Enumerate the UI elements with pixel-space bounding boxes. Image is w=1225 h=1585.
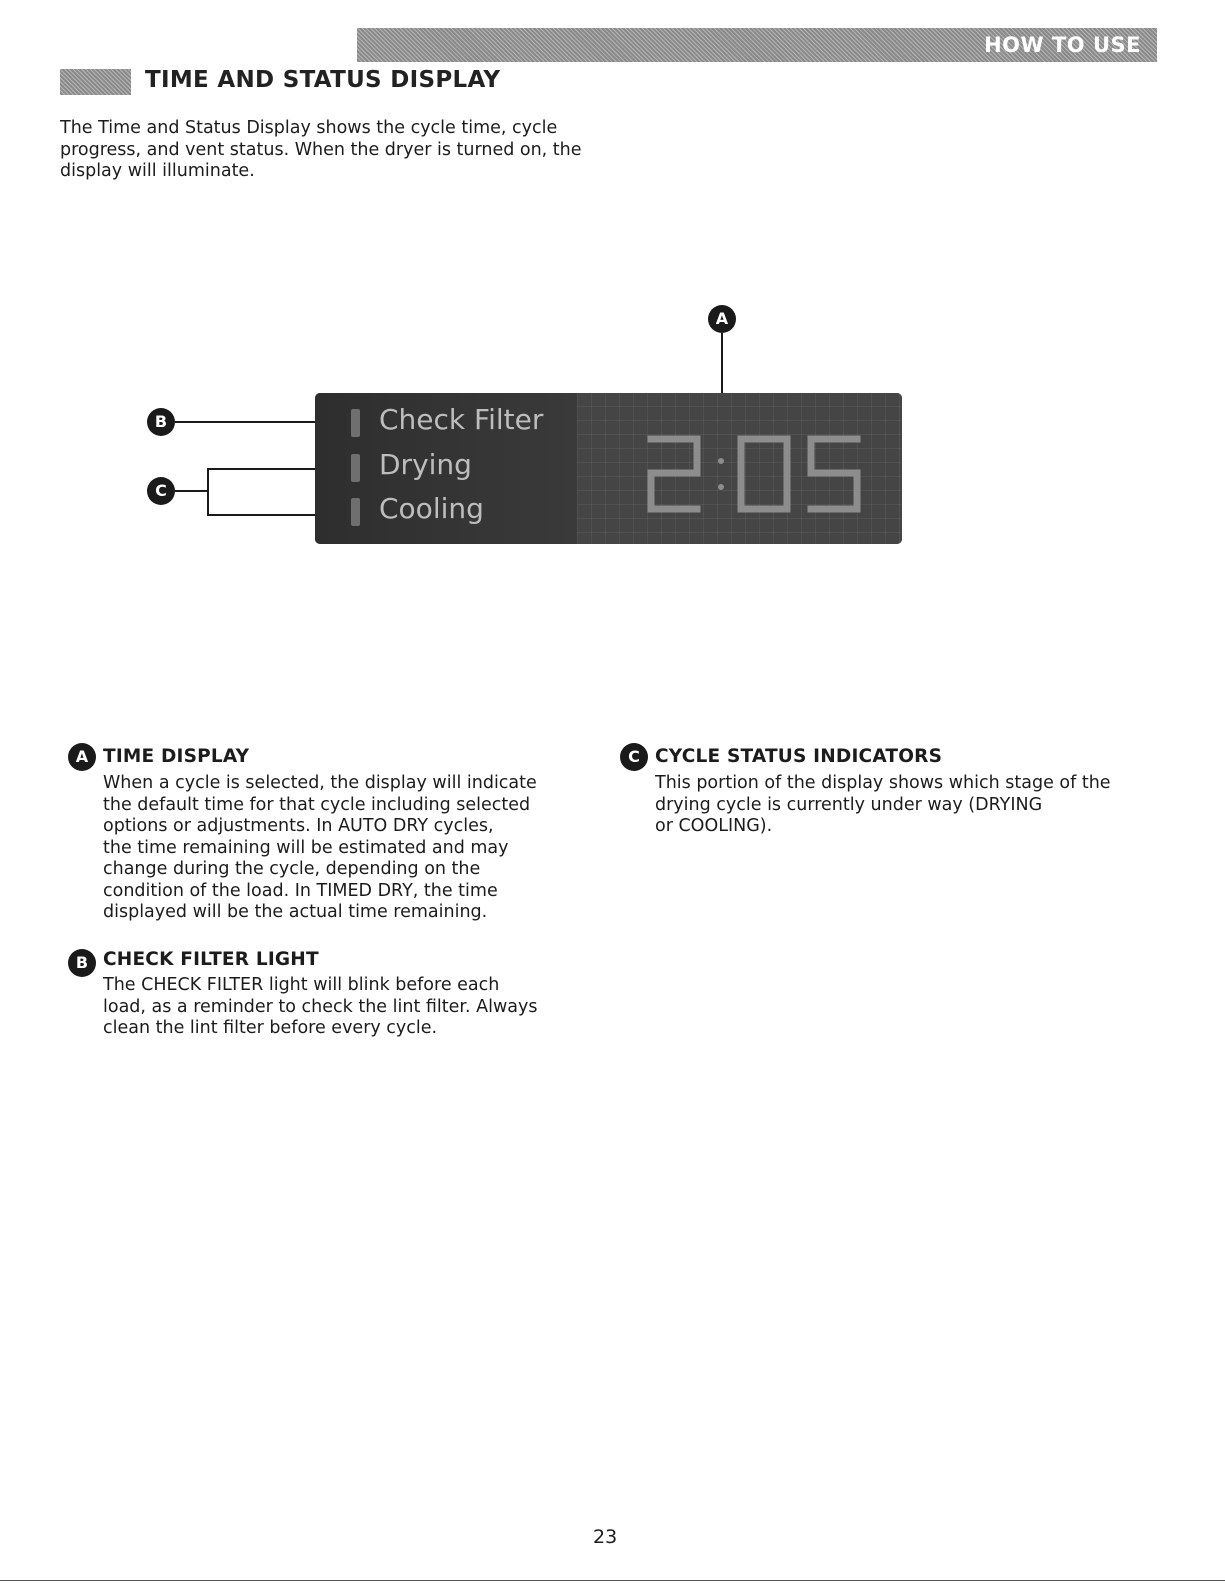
item-b-line: clean the lint filter before every cycle. (103, 1018, 438, 1038)
section-title: TIME AND STATUS DISPLAY (145, 67, 501, 93)
header-bar (357, 28, 1157, 62)
item-a-line: condition of the load. In TIMED DRY, the time (103, 880, 498, 901)
item-c-line: drying cycle is currently under way (DRYING (655, 794, 1043, 815)
status-area (315, 393, 577, 544)
item-a-line: options or adjustments. In AUTO DRY cycles, (103, 816, 494, 836)
status-led (351, 498, 360, 526)
item-b-line: The CHECK FILTER light will blink before each (103, 975, 500, 995)
display-panel (315, 393, 902, 544)
status-label: Check Filter (379, 403, 544, 436)
bottom-rule (0, 1580, 1225, 1581)
item-b-title: CHECK FILTER LIGHT (103, 949, 319, 970)
callout-c-badge: C (147, 477, 175, 505)
callout-c-line (175, 490, 208, 492)
time-digits (615, 401, 885, 536)
item-a-badge: A (68, 743, 96, 771)
status-label: Drying (379, 448, 472, 481)
callout-c-bracket (207, 468, 209, 516)
callout-a-badge: A (708, 305, 736, 333)
item-c-title: CYCLE STATUS INDICATORS (655, 746, 943, 767)
item-c-body (655, 773, 1175, 838)
time-value (917, 433, 918, 434)
item-a-line: the time remaining will be estimated and may (103, 837, 509, 858)
callout-b-line (175, 421, 315, 423)
page-number: 23 (593, 1526, 618, 1548)
item-b-body (103, 975, 583, 1040)
item-c-line: This portion of the display shows which stage of the (655, 773, 1111, 793)
item-a-line: When a cycle is selected, the display will indicate (103, 773, 537, 793)
item-c-line: or COOLING). (655, 816, 773, 836)
item-a-body (103, 773, 583, 924)
callout-a-line (721, 333, 723, 393)
intro-paragraph: The Time and Status Display shows the cycle time, cycle progress, and vent status. When the dryer is turned on, the display will illuminate. (60, 118, 582, 181)
status-label: Cooling (379, 492, 484, 525)
callout-c-bracket-top (207, 468, 315, 470)
item-a-line: the default time for that cycle including selected (103, 794, 531, 815)
item-b-line: load, as a reminder to check the lint filter. Always (103, 996, 538, 1017)
digit-5 (811, 439, 857, 509)
header-label: HOW TO USE (984, 33, 1141, 57)
item-a-line: displayed will be the actual time remaining. (103, 902, 488, 922)
section-marker (60, 69, 131, 95)
callout-c-bracket-bottom (207, 514, 315, 516)
item-b-badge: B (68, 949, 96, 977)
digit-0 (741, 439, 787, 509)
item-a-line: change during the cycle, depending on the (103, 859, 481, 879)
status-led (351, 409, 360, 437)
item-a-title: TIME DISPLAY (103, 746, 250, 767)
item-c-badge: C (620, 743, 648, 771)
callout-b-badge: B (147, 408, 175, 436)
digit-2 (651, 439, 697, 509)
status-led (351, 454, 360, 482)
